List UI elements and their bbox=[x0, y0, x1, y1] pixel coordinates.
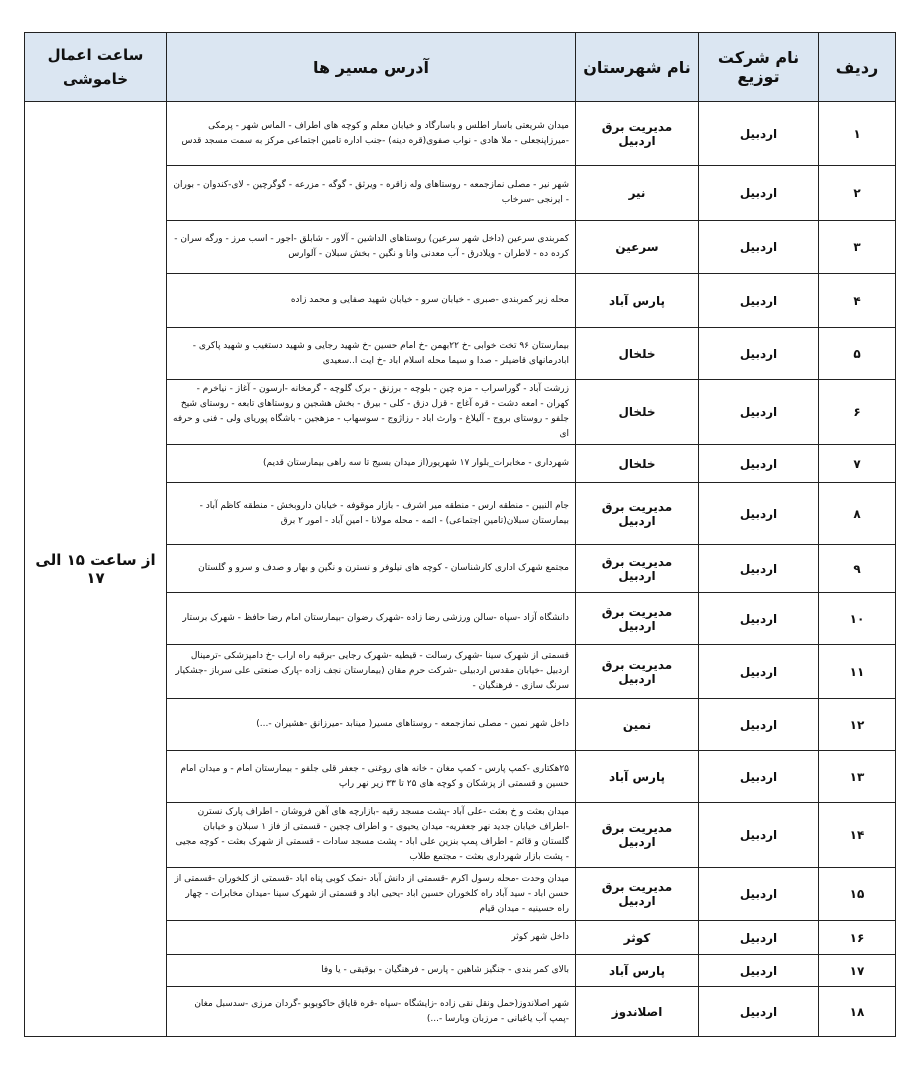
city-cell: مدیریت برق اردبیل bbox=[576, 593, 699, 645]
city-cell: مدیریت برق اردبیل bbox=[576, 645, 699, 699]
address-cell: کمربندی سرعین (داخل شهر سرعین) روستاهای الداشین - آلاور - شابلق -اجور - اسب مرز - ورگه سران - کرده ده - لاطران - ویلادرق - آب معدنی وانا و نگین - بخش سبلان - آلوارس bbox=[167, 221, 576, 274]
address-cell: میدان بعثت و خ بعثت -علی آباد -پشت مسجد رقیه -بازارچه های آهن فروشان - اطراف پارک نسترن -اطراف خیابان جدید نهر جعفریه- میدان یحیوی - و اطراف چجین - قسمتی از فاز ۱ سبلان و خیابان گلستان و قائم - اطراف پمپ بنزین علی اباد - پشت مسجد سادات - قسمتی از شهرک بعثت - کوچه مجیی - پشت بازار شهرداری بعثت - مجتمع طلاب bbox=[167, 803, 576, 868]
company-cell: اردبیل bbox=[699, 593, 819, 645]
address-cell: ۲۵هکتاری -کمپ پارس - کمپ مغان - خانه های روغنی - جعفر قلی جلفو - بیمارستان امام - و میدان امام حسین و قسمتی از پزشکان و کوچه های ۲۵ تا ۳۳ زیر نهر راپ bbox=[167, 751, 576, 803]
city-cell: نیر bbox=[576, 166, 699, 221]
company-cell: اردبیل bbox=[699, 102, 819, 166]
row-number: ۱۲ bbox=[819, 699, 896, 751]
header-city: نام شهرستان bbox=[576, 33, 699, 102]
address-cell: داخل شهر کوثر bbox=[167, 921, 576, 955]
city-cell: نمین bbox=[576, 699, 699, 751]
row-number: ۱ bbox=[819, 102, 896, 166]
row-number: ۹ bbox=[819, 545, 896, 593]
company-cell: اردبیل bbox=[699, 803, 819, 868]
address-cell: مجتمع شهرک اداری کارشناسان - کوچه های نیلوفر و نسترن و نگین و بهار و صدف و سرو و گلستان bbox=[167, 545, 576, 593]
row-number: ۱۰ bbox=[819, 593, 896, 645]
city-cell: خلخال bbox=[576, 328, 699, 380]
header-row bbox=[25, 33, 896, 102]
row-number: ۲ bbox=[819, 166, 896, 221]
header-row-no: ردیف bbox=[819, 33, 896, 102]
row-number: ۱۱ bbox=[819, 645, 896, 699]
city-cell: پارس آباد bbox=[576, 274, 699, 328]
city-cell: اصلاندوز bbox=[576, 987, 699, 1037]
row-number: ۸ bbox=[819, 483, 896, 545]
company-cell: اردبیل bbox=[699, 868, 819, 921]
address-cell: شهر اصلاندوز(حمل ونقل نقی زاده -زایشگاه -سپاه -قره قایاق حاکوبوبو -گردان مرزی -سدسبل مغان -پمپ آب یاغبانی - مرزبان وبارسا -...) bbox=[167, 987, 576, 1037]
row-number: ۷ bbox=[819, 445, 896, 483]
company-cell: اردبیل bbox=[699, 987, 819, 1037]
company-cell: اردبیل bbox=[699, 328, 819, 380]
address-cell: شهر نیر - مصلی نمازجمعه - روستاهای وله زاقره - ویرثق - گوگه - مزرعه - گوگرچین - لای-کندوان - بوران - ایرنجی -سرخاب bbox=[167, 166, 576, 221]
outage-time-cell: از ساعت ۱۵ الی ۱۷ bbox=[25, 102, 167, 1037]
header-company: نام شرکت توزیع bbox=[699, 33, 819, 102]
row-number: ۳ bbox=[819, 221, 896, 274]
address-cell: محله زیر کمربندی -صبری - خیابان سرو - خیابان شهید صفایی و محمد زاده bbox=[167, 274, 576, 328]
row-number: ۱۳ bbox=[819, 751, 896, 803]
address-cell: زرشت آباد - گوراسراب - مزه چین - بلوچه - برزنق - برک گلوچه - گرمخانه -ارسون - آغاز - نیاخرم - کهران - امعه دشت - قره آغاج - قزل دزق - کلی - بیرق - بخش هشجین و روستاهای تابعه - روستای شیخ جلفو - روستای بروج - آلیلاغ - وارث اباد - رزاژوج - سوسهاب - مزهجین - باشگاه پوریای ولی - فنی و حرفه ای bbox=[167, 380, 576, 445]
row-number: ۱۴ bbox=[819, 803, 896, 868]
row-number: ۶ bbox=[819, 380, 896, 445]
company-cell: اردبیل bbox=[699, 445, 819, 483]
city-cell: مدیریت برق اردبیل bbox=[576, 102, 699, 166]
header-address: آدرس مسیر ها bbox=[167, 33, 576, 102]
company-cell: اردبیل bbox=[699, 380, 819, 445]
address-cell: میدان شریعتی باسار اطلس و باسارگاد و خیابان معلم و کوچه های اطراف - الماس شهر - پرمکی -میرزاپنجعلی - ملا هادی - نواب صفوی(قره دینه) -جنب اداره تامین اجتماعی مرکز به سمت مسجد قدس bbox=[167, 102, 576, 166]
city-cell: پارس آباد bbox=[576, 751, 699, 803]
company-cell: اردبیل bbox=[699, 483, 819, 545]
company-cell: اردبیل bbox=[699, 645, 819, 699]
header-time: ساعت اعمال خاموشی bbox=[25, 33, 167, 102]
city-cell: مدیریت برق اردبیل bbox=[576, 803, 699, 868]
row-number: ۱۸ bbox=[819, 987, 896, 1037]
address-cell: بیمارستان ۹۶ تخت خوابی -خ ۲۲بهمن -خ امام حسین -خ شهید رجایی و شهید دستغیب و شهید پاکری - ابادرمانهای قاضیلر - صدا و سیما محله اسلام اباد -خ ایت ا..سعیدی bbox=[167, 328, 576, 380]
company-cell: اردبیل bbox=[699, 699, 819, 751]
address-cell: بالای کمر بندی - جنگیز شاهین - پارس - فرهنگیان - بوقیقی - یا وفا bbox=[167, 955, 576, 987]
city-cell: کوثر bbox=[576, 921, 699, 955]
company-cell: اردبیل bbox=[699, 545, 819, 593]
company-cell: اردبیل bbox=[699, 166, 819, 221]
company-cell: اردبیل bbox=[699, 221, 819, 274]
company-cell: اردبیل bbox=[699, 751, 819, 803]
company-cell: اردبیل bbox=[699, 921, 819, 955]
city-cell: پارس آباد bbox=[576, 955, 699, 987]
row-number: ۱۵ bbox=[819, 868, 896, 921]
city-cell: مدیریت برق اردبیل bbox=[576, 545, 699, 593]
city-cell: سرعین bbox=[576, 221, 699, 274]
address-cell: قسمتی از شهرک سینا -شهرک رسالت - قیطیه -شهرک رجایی -برقیه راه اراب -خ دامپزشکی -ترمینال اردبیل -خیابان مقدس اردبیلی -شرکت حرم مقان (بیمارستان نجف زاده -پارک صنعتی علی سرباز -جشکیار سرنگ سازی - فرهنگیان - bbox=[167, 645, 576, 699]
address-cell: جام النبین - منطقه ارس - منطقه میر اشرف - بازار موقوفه - خیابان داروبخش - منطقه کاظم آباد - بیمارستان سبلان(تامین اجتماعی) - ائمه - محله مولانا - امین آباد - امور ۲ برق bbox=[167, 483, 576, 545]
city-cell: مدیریت برق اردبیل bbox=[576, 483, 699, 545]
row-number: ۴ bbox=[819, 274, 896, 328]
row-number: ۱۶ bbox=[819, 921, 896, 955]
company-cell: اردبیل bbox=[699, 274, 819, 328]
address-cell: داخل شهر نمین - مصلی نمازجمعه - روستاهای مسیر( مینابد -میرزانق -هشیران -...) bbox=[167, 699, 576, 751]
table-row bbox=[25, 102, 896, 166]
address-cell: دانشگاه آزاد -سپاه -سالن ورزشی رضا زاده -شهرک رضوان -بیمارستان امام رضا حافظ - شهرک برستار bbox=[167, 593, 576, 645]
row-number: ۵ bbox=[819, 328, 896, 380]
city-cell: خلخال bbox=[576, 380, 699, 445]
city-cell: مدیریت برق اردبیل bbox=[576, 868, 699, 921]
address-cell: میدان وحدت -محله رسول اکرم -قسمتی از دانش آباد -نمک کوبی پناه اباد -قسمتی از کلخوران -قسمتی از حسن اباد - سید آباد راه کلخوران حسین اباد -یحیی اباد و قسمتی از شهرک سینا -میدان مخابرات - چهار راه حسینیه - میدان قیام bbox=[167, 868, 576, 921]
row-number: ۱۷ bbox=[819, 955, 896, 987]
company-cell: اردبیل bbox=[699, 955, 819, 987]
address-cell: شهرداری - مخابرات_بلوار ۱۷ شهریور(از میدان بسیج تا سه راهی بیمارستان قدیم) bbox=[167, 445, 576, 483]
city-cell: خلخال bbox=[576, 445, 699, 483]
outage-schedule-table bbox=[24, 32, 896, 1037]
